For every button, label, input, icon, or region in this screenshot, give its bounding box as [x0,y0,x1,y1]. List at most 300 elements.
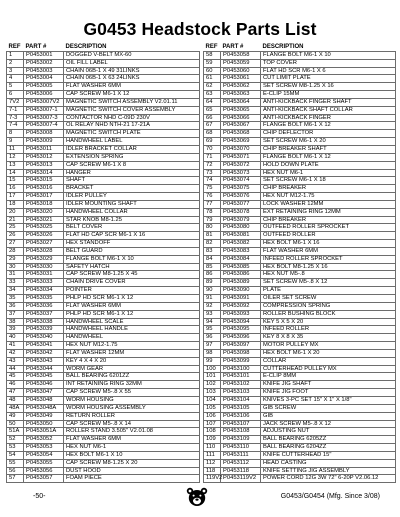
part-number-cell: P0453043 [24,357,64,365]
table-row [204,216,396,224]
description-cell: FLAT WASHER 6MM [261,247,396,255]
description-cell: COLLAR [261,357,396,365]
description-cell: INT RETAINING RING 32MM [64,381,200,389]
description-cell: BRACKET [64,185,200,193]
part-number-cell: P0453068 [221,130,261,138]
description-cell: STAR KNOB M8-1.25 [64,216,200,224]
part-number-cell: P0453035 [24,295,64,303]
ref-cell: 74 [204,177,221,185]
table-row [7,130,200,138]
ref-cell: 93 [204,310,221,318]
description-header: DESCRIPTION [65,44,107,50]
description-cell: CHIP DEFLECTOR [261,130,396,138]
description-cell: HANDWHEEL COLLAR [64,208,200,216]
table-row [204,373,396,381]
table-row [7,381,200,389]
description-cell: CHIP BREAKER SHAFT [261,145,396,153]
table-row [7,114,200,122]
ref-cell: 85 [204,263,221,271]
table-row [7,420,200,428]
part-number-cell: P0453003 [24,67,64,75]
description-cell: HEX NUT M12-1.75 [64,342,200,350]
description-cell: PLATE [261,287,396,295]
table-row [7,436,200,444]
part-number-cell: P0453100 [221,365,261,373]
ref-cell: 53 [7,444,24,452]
part-number-cell: P0453064 [221,98,261,106]
ref-cell: 98 [204,349,221,357]
table-row [7,161,200,169]
table-row [7,98,200,106]
table-row [204,247,396,255]
table-row [7,75,200,83]
ref-cell: 61 [204,75,221,83]
table-row [7,357,200,365]
part-number-cell: P0453105 [221,404,261,412]
table-row [7,467,200,475]
part-number-cell: P0453016 [24,185,64,193]
description-cell: OUTFEED ROLLER SPROCKET [261,224,396,232]
description-cell: SHAFT [64,177,200,185]
table-row [204,475,396,483]
table-row [7,240,200,248]
part-number-cell: P0453062 [221,83,261,91]
ref-cell: 80 [204,224,221,232]
part-number-cell: P0453026 [24,232,64,240]
table-row [7,200,200,208]
part-number-cell: P0453030 [24,263,64,271]
table-row [204,193,396,201]
part-number-cell: P0453044 [24,365,64,373]
table-header [7,44,200,51]
part-number-cell: P0453051A [24,428,64,436]
table-row [204,145,396,153]
part-number-cell: P0453075 [221,185,261,193]
ref-cell: 101 [204,373,221,381]
description-cell: HEX BOLT M8-1.25 X 16 [261,263,396,271]
description-cell: FLAT WASHER 6MM [64,436,200,444]
description-cell: FLAT HD SCR M6-1 X 6 [261,67,396,75]
table-row [7,193,200,201]
ref-cell: 7-4 [7,122,24,130]
description-cell: CAP SCREW M5-.8 X 14 [64,420,200,428]
description-cell: HEX STANDOFF [64,240,200,248]
ref-cell: 42 [7,349,24,357]
table-row [204,459,396,467]
ref-header: REF [8,44,21,50]
ref-cell: 118 [204,467,221,475]
description-cell: ANTI-KICKBACK SHAFT COLLAR [261,106,396,114]
ref-cell: 36 [7,302,24,310]
description-cell: IDLER PULLEY [64,193,200,201]
description-cell: CHAIN 06B-1 X 49 31LINKS [64,67,200,75]
part-number-cell: P0453119V2 [221,475,261,483]
description-cell: FLAT WASHER 12MM [64,349,200,357]
ref-cell: 97 [204,342,221,350]
table-row [204,318,396,326]
table-row [7,373,200,381]
table-row [204,224,396,232]
description-cell: ADJUSTING NUT [261,428,396,436]
ref-cell: 7V2 [7,98,24,106]
table-row [7,475,200,483]
part-number-cell: P0453033 [24,279,64,287]
description-cell: HANGER [64,169,200,177]
description-cell: TOP COVER [261,59,396,67]
part-number-cell: P0453080 [221,224,261,232]
ref-cell: 77 [204,200,221,208]
description-header: DESCRIPTION [262,44,304,50]
parts-table-left [6,44,200,483]
table-row [204,185,396,193]
description-cell: KNIFE CUTTERHEAD 15" [261,451,396,459]
ref-cell: 28 [7,247,24,255]
part-number-cell: P0453082 [221,240,261,248]
ref-cell: 48 [7,396,24,404]
ref-cell: 92 [204,302,221,310]
ref-cell: 48A [7,404,24,412]
description-cell: OIL FILL LABEL [64,59,200,67]
table-row [7,216,200,224]
table-row [204,451,396,459]
table-row [204,200,396,208]
part-number-cell: P0453037 [24,310,64,318]
ref-cell: 64 [204,98,221,106]
part-number-cell: P0453040 [24,334,64,342]
table-row [204,287,396,295]
table-row [204,295,396,303]
part-number-cell: P0453111 [221,451,261,459]
ref-cell: 72 [204,161,221,169]
description-cell: HEX NUT M12-1.75 [261,193,396,201]
page-number: -50- [33,493,46,500]
table-row [204,51,396,59]
description-cell: HANDWHEEL SCALE [64,318,200,326]
ref-cell: 18 [7,200,24,208]
ref-cell: 70 [204,145,221,153]
description-cell: HEX NUT M6-1 [64,444,200,452]
description-cell: GIB [261,412,396,420]
description-cell: CONTACTOR NHD C-09D 230V [64,114,200,122]
part-number-cell: P0453005 [24,83,64,91]
description-cell: OILER SET SCREW [261,295,396,303]
description-cell: PHLP HD SCR M6-1 X 12 [64,295,200,303]
part-number-cell: P0453004 [24,75,64,83]
description-cell: BELT COVER [64,224,200,232]
part-number-cell: P0453112 [221,459,261,467]
part-number-cell: P0453104 [221,396,261,404]
ref-cell: 55 [7,459,24,467]
part-number-cell: P0453078 [221,208,261,216]
part-number-cell: P0453093 [221,310,261,318]
table-row [204,389,396,397]
description-cell: CUTTERHEAD PULLEY MX [261,365,396,373]
description-cell: HEX BOLT M6-1 X 16 [261,240,396,248]
table-row [7,428,200,436]
table-row [7,318,200,326]
table-row [7,263,200,271]
ref-cell: 57 [7,475,24,483]
description-cell: HEX NUT M5-.8 [261,271,396,279]
table-row [204,67,396,75]
part-number-cell: P0453099 [221,357,261,365]
table-row [7,232,200,240]
table-row [7,389,200,397]
part-number-cell: P0453055 [24,459,64,467]
part-number-cell: P0453039 [24,326,64,334]
ref-cell: 34 [7,287,24,295]
table-header [204,44,396,51]
part-number-cell: P0453021 [24,216,64,224]
ref-cell: 108 [204,428,221,436]
description-cell: PHLP HD SCR M6-1 X 12 [64,310,200,318]
ref-cell: 100 [204,365,221,373]
table-row [204,271,396,279]
description-cell: HANDWHEEL [64,334,200,342]
description-cell: BALL BEARING 6201ZZ [64,373,200,381]
part-number-cell: P0453083 [221,247,261,255]
table-row [204,310,396,318]
table-row [204,302,396,310]
part-number-cell: P0453059 [221,59,261,67]
table-row [7,59,200,67]
ref-cell: 16 [7,185,24,193]
description-cell: KNIFE JIG SHAFT [261,381,396,389]
table-row [204,349,396,357]
part-number-cell: P0453094 [221,318,261,326]
ref-cell: 119V2 [204,475,221,483]
part-number-cell: P0453054 [24,451,64,459]
table-row [7,310,200,318]
table-row [7,185,200,193]
description-cell: HOLD DOWN PLATE [261,161,396,169]
ref-cell: 17 [7,193,24,201]
description-cell: E-CLIP 15MM [261,91,396,99]
description-cell: HEX BOLT M6-1 X 10 [64,451,200,459]
ref-cell: 49 [7,412,24,420]
part-number-cell: P0453012 [24,153,64,161]
description-cell: BALL BEARING 6205ZZ [261,436,396,444]
table-row [7,412,200,420]
ref-cell: 45 [7,373,24,381]
description-cell: MAGNETIC SWITCH ASSEMBLY V2.01.11 [64,98,200,106]
ref-cell: 7-3 [7,114,24,122]
table-row [7,106,200,114]
table-row [7,451,200,459]
table-row [204,412,396,420]
description-cell: HEX NUT M6-1 [261,169,396,177]
ref-cell: 68 [204,130,221,138]
part-number-cell: P0453048 [24,396,64,404]
part-number-cell: P0453018 [24,200,64,208]
part-number-cell: P0453092 [221,302,261,310]
part-number-cell: P0453071 [221,153,261,161]
table-row [204,365,396,373]
ref-cell: 46 [7,381,24,389]
table-row [204,122,396,130]
part-number-cell: P0453090 [221,287,261,295]
table-row [204,420,396,428]
part-number-cell: P0453086 [221,271,261,279]
part-number-cell: P0453007-4 [24,122,64,130]
part-number-cell: P0453069 [221,138,261,146]
description-cell: COMPRESSION SPRING [261,302,396,310]
part-number-cell: P0453042 [24,349,64,357]
table-row [204,153,396,161]
ref-cell: 75 [204,185,221,193]
ref-cell: 67 [204,122,221,130]
table-row [7,138,200,146]
part-number-cell: P0453027 [24,240,64,248]
ref-cell: 59 [204,59,221,67]
table-row [204,161,396,169]
table-row [204,404,396,412]
ref-cell: 54 [7,451,24,459]
part-number-cell: P0453098 [221,349,261,357]
ref-cell: 15 [7,177,24,185]
part-number-cell: P0453036 [24,302,64,310]
ref-cell: 81 [204,232,221,240]
ref-cell: 38 [7,318,24,326]
ref-cell: 106 [204,412,221,420]
description-cell: BALL BEARING 6204ZZ [261,444,396,452]
description-cell: JACK SCREW M5-.8 X 12 [261,420,396,428]
description-cell: CAP SCREW M5-.8 X 55 [64,389,200,397]
table-row [204,177,396,185]
description-cell: OL RELAY NHD NTH-21 17-21A [64,122,200,130]
part-number-cell: P0453061 [221,75,261,83]
description-cell: FLAT WASHER 6MM [64,83,200,91]
ref-cell: 2 [7,59,24,67]
ref-cell: 4 [7,75,24,83]
part-number-cell: P0453028 [24,247,64,255]
part-number-cell: P0453053 [24,444,64,452]
ref-cell: 63 [204,91,221,99]
description-cell: POINTER [64,287,200,295]
ref-cell: 50 [7,420,24,428]
part-number-cell: P0453089 [221,279,261,287]
table-row [7,208,200,216]
ref-cell: 82 [204,240,221,248]
part-number-cell: P0453106 [221,412,261,420]
part-number-cell: P0453097 [221,342,261,350]
part-number-cell: P0453020 [24,208,64,216]
ref-cell: 6 [7,91,24,99]
ref-cell: 69 [204,138,221,146]
description-cell: KNIFE SETTING JIG ASSEMBLY [261,467,396,475]
table-row [204,444,396,452]
description-cell: RETURN ROLLER [64,412,200,420]
part-number-cell: P0453015 [24,177,64,185]
table-row [7,122,200,130]
part-number-cell: P0453047 [24,389,64,397]
part-number-cell: P0453014 [24,169,64,177]
part-number-cell: P0453070 [221,145,261,153]
table-row [7,295,200,303]
description-cell: HEX BOLT M6-1 X 20 [261,349,396,357]
grizzly-bear-icon [186,487,208,507]
table-row [7,271,200,279]
ref-cell: 41 [7,342,24,350]
description-cell: KNIFE JIG FOOT [261,389,396,397]
ref-cell: 14 [7,169,24,177]
part-number-cell: P0453118 [221,467,261,475]
table-row [7,153,200,161]
ref-cell: 86 [204,271,221,279]
ref-cell: 12 [7,153,24,161]
ref-cell: 21 [7,216,24,224]
description-cell: FLANGE BOLT M6-1 X 12 [261,153,396,161]
table-row [204,75,396,83]
table-row [7,67,200,75]
table-row [7,459,200,467]
ref-cell: 104 [204,396,221,404]
part-number-cell: P0453091 [221,295,261,303]
description-cell: ANTI-KICKBACK FINGER SHAFT [261,98,396,106]
part-number-cell: P0453067 [221,122,261,130]
part-number-cell: P0453046 [24,381,64,389]
description-cell: SET SCREW M6-1 X 18 [261,177,396,185]
description-cell: INFEED ROLLER [261,326,396,334]
part-number-cell: P0453063 [221,91,261,99]
description-cell: WORM GEAR [64,365,200,373]
table-row [204,91,396,99]
table-row [204,334,396,342]
ref-cell: 89 [204,279,221,287]
ref-cell: 96 [204,334,221,342]
description-cell: CHIP BREAKER [261,185,396,193]
part-header: PART # [25,44,47,50]
description-cell: MAGNETIC SWITCH PLATE [64,130,200,138]
ref-cell: 94 [204,318,221,326]
part-number-cell: P0453029 [24,255,64,263]
description-cell: ANTI-KICKBACK FINGER [261,114,396,122]
part-number-cell: P0453045 [24,373,64,381]
table-row [204,381,396,389]
ref-cell: 26 [7,232,24,240]
table-row [7,279,200,287]
ref-cell: 35 [7,295,24,303]
page-title: G0453 Headstock Parts List [83,19,317,39]
part-number-cell: P0453007-3 [24,114,64,122]
ref-cell: 27 [7,240,24,248]
table-row [204,114,396,122]
description-cell: WORM HOUSING ASSEMBLY [64,404,200,412]
part-number-cell: P0453031 [24,271,64,279]
part-number-cell: P0453110 [221,444,261,452]
description-cell: FLAT WASHER 6MM [64,302,200,310]
part-number-cell: P0453017 [24,193,64,201]
table-row [204,326,396,334]
ref-cell: 102 [204,381,221,389]
table-row [204,130,396,138]
table-row [7,255,200,263]
ref-cell: 66 [204,114,221,122]
table-row [7,51,200,59]
part-number-cell: P0453025 [24,224,64,232]
table-row [204,232,396,240]
parts-table-right [203,44,396,483]
ref-cell: 99 [204,357,221,365]
part-number-cell: P0453066 [221,114,261,122]
part-number-cell: P0453084 [221,255,261,263]
ref-cell: 95 [204,326,221,334]
description-cell: FLANGE BOLT M6-1 X 10 [64,255,200,263]
ref-cell: 65 [204,106,221,114]
description-cell: CAP SCREW M6-1 X 8 [64,161,200,169]
table-row [204,279,396,287]
ref-cell: 110 [204,444,221,452]
